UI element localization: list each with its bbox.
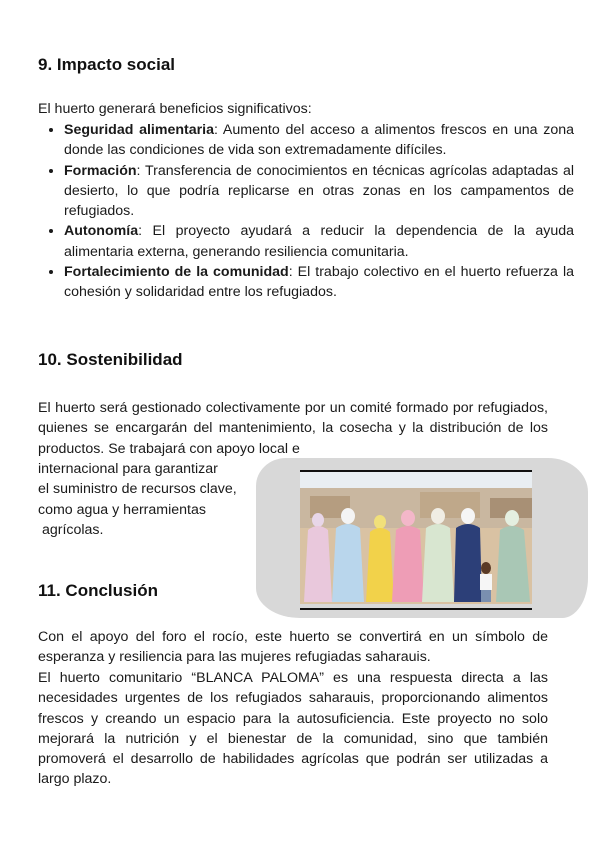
- bullet-text: : Transferencia de conocimientos en técnicas agrícolas adaptadas al desierto, lo que podría replicarse en otras zonas en los campamentos de refugiados.: [64, 162, 574, 220]
- section-10-wrap-text: [38, 459, 268, 540]
- photo-illustration: [300, 472, 532, 604]
- wrap-line: agrícolas.: [38, 521, 104, 538]
- section-9-heading: 9. Impacto social: [38, 55, 175, 74]
- bullet-text: : Aumento del acceso a alimentos frescos en una zona donde las condiciones de vida son extremadamente difíciles.: [64, 122, 575, 159]
- section-11-paragraph-2: El huerto comunitario “BLANCA PALOMA” es una respuesta directa a las necesidades urgentes de los refugiados saharauis, proporcionando alimentos frescos y creando un espacio para la autosuficiencia. Este proyecto no solo mejorará la nutrición y el bienestar de la comunidad, sino que también promoverá el desarrollo de habilidades agrícolas que podrán ser utilizadas a largo plazo.: [38, 670, 548, 788]
- section-9-intro: El huerto generará beneficios significativos:: [38, 101, 312, 117]
- section-10-paragraph: El huerto será gestionado colectivamente por un comité formado por refugiados, quienes se encargarán del mantenimiento, la cosecha y la distribución de los productos. Se trabajará con apoyo local e: [38, 400, 548, 457]
- bullet-term: Fortalecimiento de la comunidad: [64, 264, 289, 281]
- bullet-term: Formación: [64, 162, 137, 179]
- bullet-seguridad: [64, 120, 574, 161]
- wrap-line: como agua y herramientas: [38, 501, 206, 518]
- wrap-line: internacional para garantizar: [38, 461, 218, 477]
- bullet-formacion: [64, 161, 574, 222]
- bullet-autonomia: [64, 221, 574, 262]
- refugee-women-photo: [300, 470, 532, 610]
- bullet-fortalecimiento: [64, 262, 574, 303]
- section-10-heading: 10. Sostenibilidad: [38, 350, 183, 369]
- wrap-line: el suministro de recursos clave,: [38, 481, 237, 498]
- bullet-term: Seguridad alimentaria: [64, 122, 215, 138]
- section-11-heading: 11. Conclusión: [38, 581, 158, 600]
- bullet-term: Autonomía: [64, 223, 139, 240]
- impact-bullet-list: [38, 120, 574, 303]
- section-11-paragraph-1: Con el apoyo del foro el rocío, este huerto se convertirá en un símbolo de esperanza y resiliencia para las mujeres refugiadas saharauis.: [38, 629, 548, 666]
- bullet-text: : El trabajo colectivo en el huerto refuerza la cohesión y solidaridad entre los refugiados.: [64, 264, 574, 301]
- bullet-text: : El proyecto ayudará a reducir la dependencia de la ayuda alimentaria externa, generando resiliencia comunitaria.: [64, 223, 574, 260]
